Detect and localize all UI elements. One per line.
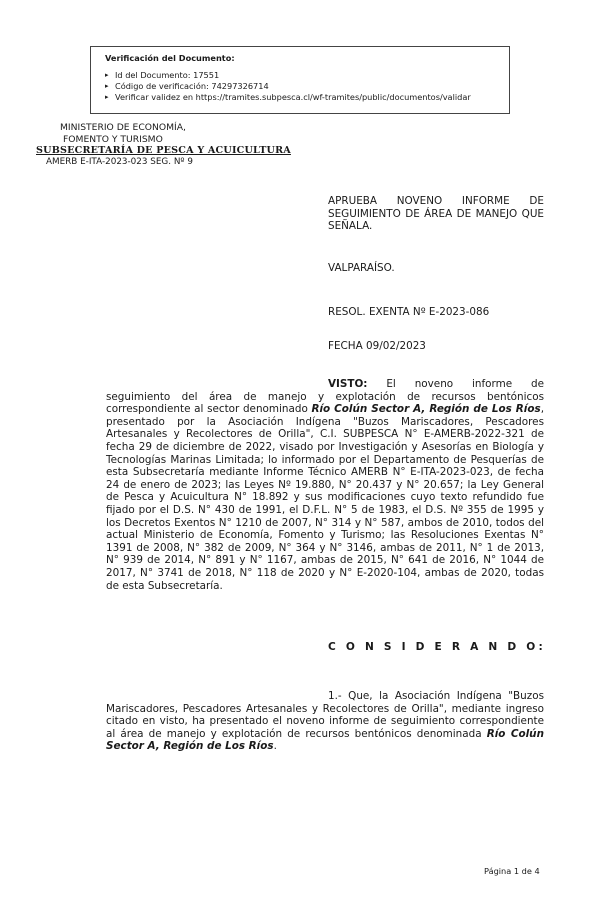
visto-text-2: , presentado por la Asociación Indígena "Buzos Mariscadores, Pescadores Artesanales y Recolectores de Orilla", C.I. SUBPESCA N° E-AMERB-2022-321 de fecha 29 de diciembre de 2022, visado por Investigación y Asesorías en Biología y Tecnologías Marinas Limitada; lo informado por el Departamento de Pesquerías de esta Subsecretaría mediante Informe Técnico AMERB N° E-ITA-2023-023, de fecha 24 de enero de 2023; las Leyes Nº 19.880, N° 20.437 y N° 20.657; la Ley General de Pesca y Acuicultura N° 18.892 y sus modificaciones cuyo texto refundido fue fijado por el D.S. N° 430 de 1991, el D.F.L. N° 5 de 1983, el D.S. Nº 355 de 1995 y los Decretos Exentos N° 1210 de 2007, N° 314 y N° 587, ambos de 2010, todos del actual Ministerio de Economía, Fomento y Turismo; las Resoluciones Exentas N° 1391 de 2008, N° 382 de 2009, N° 364 y N° 3146, ambas de 2011, N° 1 de 2013, N° 939 de 2014, N° 891 y N° 1167, ambas de 2015, N° 641 de 2016, N° 1044 de 2017, N° 3741 de 2018, N° 118 de 2020 y N° E-2020-104, ambas de 2020, todas de esta Subsecretaría. <box>106 403 544 592</box>
ministry-line-1: MINISTERIO DE ECONOMÍA, <box>60 122 186 133</box>
item-1-text-1: 1.- Que, la Asociación Indígena "Buzos Mariscadores, Pescadores Artesanales y Recolectores de Orilla", mediante ingreso citado en visto, ha presentado el noveno informe de seguimiento correspondiente al área de manejo y explotación de recursos bentónicos denominada <box>106 690 544 740</box>
verification-list <box>105 70 509 103</box>
considerando-heading: C O N S I D E R A N D O: <box>328 641 546 653</box>
verification-item-id <box>105 70 509 81</box>
undersecretariat-title: SUBSECRETARÍA DE PESCA Y ACUICULTURA <box>36 145 291 156</box>
resolution-title: APRUEBA NOVENO INFORME DE SEGUIMIENTO DE ÁREA DE MANEJO QUE SEÑALA. <box>328 195 544 233</box>
item-1-text-2: . <box>273 740 277 753</box>
verification-code-text: Código de verificación: 74297326714 <box>115 81 269 91</box>
ministry-header <box>36 122 291 168</box>
resolution-place: VALPARAÍSO. <box>328 262 395 274</box>
page-number: Página 1 de 4 <box>484 866 540 876</box>
reference-code: AMERB E-ITA-2023-023 SEG. Nº 9 <box>46 156 193 167</box>
item-1-area-name: Río Colún Sector A, Región de Los Ríos <box>106 727 544 753</box>
verification-link[interactable]: Verificar validez en https://tramites.subpesca.cl/wf-tramites/public/documentos/validar <box>115 92 471 102</box>
bullet-icon: ▸ <box>105 82 109 90</box>
visto-paragraph <box>106 378 544 592</box>
considerando-item-1 <box>106 690 544 753</box>
verification-item-code <box>105 81 509 92</box>
bullet-icon: ▸ <box>105 71 109 79</box>
verification-box <box>90 46 510 114</box>
bullet-icon: ▸ <box>105 93 109 101</box>
verification-item-link[interactable] <box>105 92 509 103</box>
ministry-line-2: FOMENTO Y TURISMO <box>63 133 163 145</box>
document-id-text: Id del Documento: 17551 <box>115 70 220 80</box>
visto-label: VISTO: <box>328 378 368 390</box>
visto-area-name: Río Colún Sector A, Región de Los Ríos <box>311 403 541 416</box>
resolution-date: FECHA 09/02/2023 <box>328 340 426 352</box>
verification-title: Verificación del Documento: <box>105 53 235 63</box>
visto-text-1: El noveno informe de seguimiento del área de manejo y explotación de recursos bentónicos correspondiente al sector denominado <box>106 378 544 416</box>
resolution-number: RESOL. EXENTA Nº E-2023-086 <box>328 306 490 318</box>
